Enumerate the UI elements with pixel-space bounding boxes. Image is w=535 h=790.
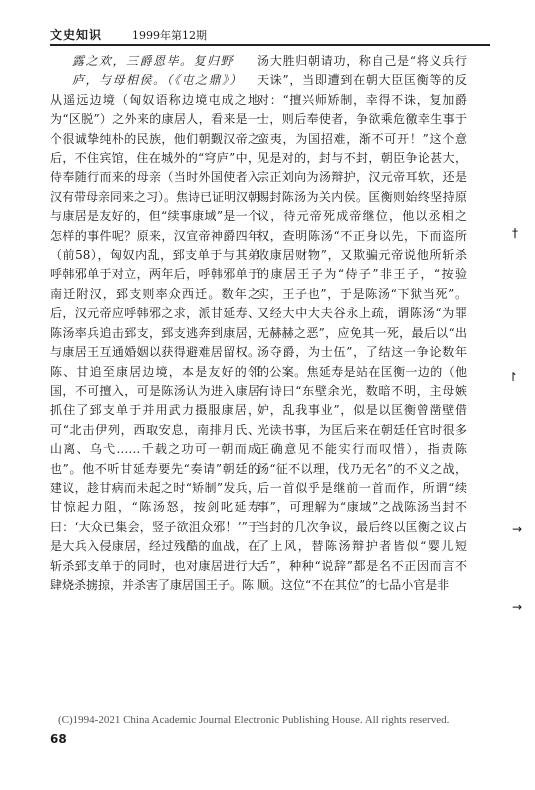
verse-line-2: 庐，与母相侯。（《屯之鼎》） [72, 73, 244, 88]
left-column-body: 从遥远边境（匈奴语称边境屯成之地为“区脱”）之外来的康居人，看来是一个很诚挚纯朴的民族，他们朝觐汉帝之后，不住宾馆，住在城外的“穹庐”中，侍奉随行而来的母亲（当时外国使者入汉有带母亲同来之习）。焦诗已证明汉朝与康居是友好的，但“续事康域”是一个怎样的事件呢？原来，汉宣帝神爵四年（前58），匈奴内乱，郅支单于与其弟呼韩邪单于对立，两年后，呼韩邪单于南迁附汉，郅支则率众西迁。数年之后，汉元帝应呼韩邪之求，派甘延寿、陈汤率兵追击郅支，郅支逃奔到康居，与康居王互通婚姻以获得避难居留权。陈、甘追至康居边境，本是友好的邻国，不可擅入，可是陈汤认为进入康居抓住了郅支单于并用武力摄服康居，可“北击伊列，西取安息，南排月氏、山离、乌弋……千载之功可一朝而成也”。他不听甘延寿要先“奏请”朝廷的建议，趁甘病而未起之时“矫制”发兵，甘惊起力阻，“陈汤怒，按剑叱延寿曰：‘大众已集会，竖子欲沮众邪！’”于是大兵入侵康居，经过残酷的血战，在斩杀郅支单于的同时，也对康居进行大肆烧杀掳掠，并杀害了康居国王子。陈 [50, 92, 261, 592]
margin-mark: → [512, 600, 523, 614]
verse-line-1: 露之欢，三爵恩毕。复归野 [72, 54, 235, 68]
copyright-notice: (C)1994-2021 China Academic Journal Electronic Publishing House. All rights reserved. [58, 714, 450, 726]
journal-title: 文史知识 [50, 28, 103, 42]
page-number: 68 [50, 732, 67, 746]
right-column-body: 汤大胜归朝请功，称自己是“将义兵行天诛”，当即遭到在朝大臣匡衡等的反对：“擅兴师矫制，幸得不诛，复加爵士，则后奉使者，争欲乘危徼幸生事于蛮夷，为国招难，渐不可开！”这个意见是对的，封与不封，朝臣争论甚大，宗正刘向为汤辩护，汉元帝耳软，还是赐封陈汤为关内侯。匡衡则始终坚持原议，待元帝死成帝继位，他以丞相之权，查明陈汤“不正身以先，下而盗所收康居财物”，又欺骗元帝说他所斩杀的康居王子为“侍子”非王子，“按验实，王子也”，于是陈汤“下狱当死”。又经大中大夫谷永上疏，谓陈汤“为罪无赫赫之恶”，应免其一死，最后以“出汤夺爵，为士伍”，了结这一争论数年的公案。焦延寿是站在匡衡一边的（他有诗曰“东壁余光，数暗不明，主母嫉妒，乱我事业”，似是以匡衡曾凿壁借光读书事，为匡后来在朝廷任官时很多正确意见不能实行而叹惜），指责陈汤“征不以理，伐乃无名”的不义之战，后一首似乎是继前一首而作，所谓“续事”，可理解为“康域”之战陈汤当封不当封的几次争议，最后终以匡衡之议占了上风，替陈汤辩护者皆似“婴儿短舌”，种种“说辞”都是名不正因而言不顺。这位“不在其位”的七品小官是非 [257, 54, 467, 592]
running-header [50, 24, 490, 44]
right-column [257, 52, 467, 595]
margin-mark: † [512, 226, 518, 240]
margin-mark: → [512, 522, 523, 536]
margin-mark: ↾ [508, 370, 519, 384]
header-rule [50, 44, 490, 46]
left-column [50, 52, 260, 595]
issue-label: 1999年第12期 [132, 29, 207, 42]
